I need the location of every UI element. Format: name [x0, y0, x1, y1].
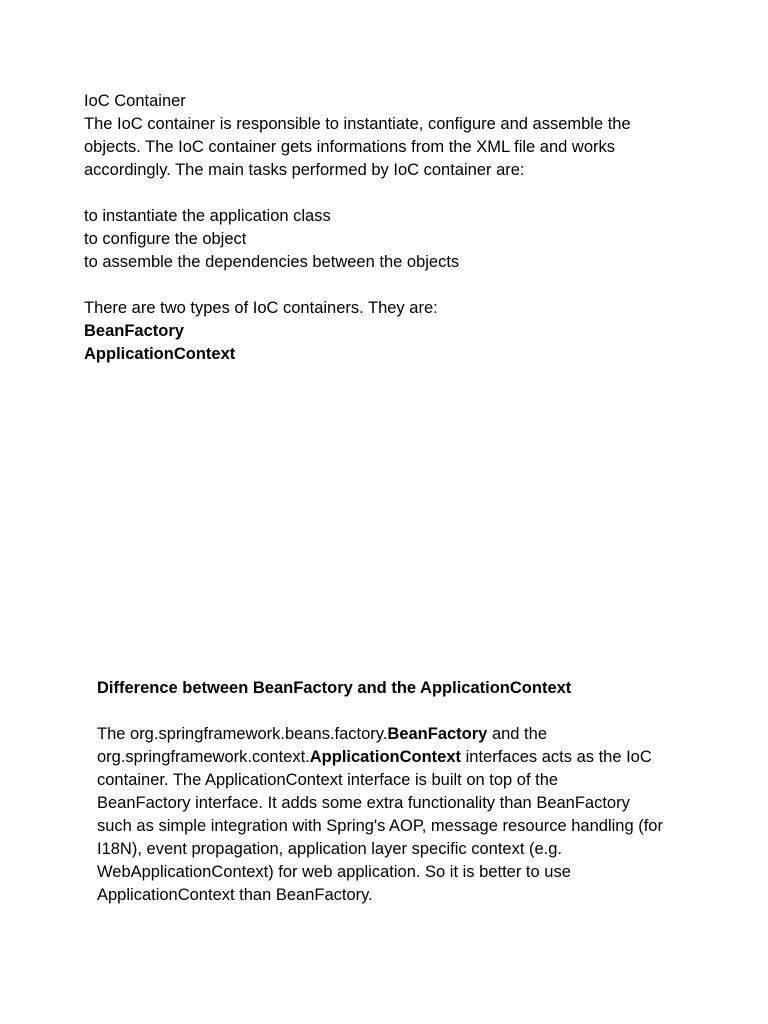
type-beanfactory: BeanFactory — [84, 322, 184, 340]
paragraph-line: BeanFactory interface. It adds some extra functionality than BeanFactory — [97, 794, 630, 812]
types-intro: There are two types of IoC containers. They are: — [84, 299, 438, 317]
bold-term: ApplicationContext — [309, 748, 462, 766]
intro-line: accordingly. The main tasks performed by IoC container are: — [84, 161, 525, 179]
text-fragment: interfaces acts as the IoC — [461, 748, 652, 766]
paragraph-line: such as simple integration with Spring's AOP, message resource handling (for — [97, 817, 663, 835]
paragraph-line — [97, 723, 707, 746]
intro-line: objects. The IoC container gets informations from the XML file and works — [84, 138, 615, 156]
ioc-container-section — [84, 90, 704, 366]
text-fragment: The org.springframework.beans.factory. — [97, 725, 388, 743]
type-applicationcontext: ApplicationContext — [84, 345, 236, 363]
paragraph-line: I18N), event propagation, application layer specific context (e.g. — [97, 840, 563, 858]
paragraph-line — [97, 746, 707, 769]
difference-section — [97, 677, 707, 907]
paragraph-line: ApplicationContext than BeanFactory. — [97, 886, 373, 904]
paragraph-line: WebApplicationContext) for web application. So it is better to use — [97, 863, 571, 881]
task-item: to assemble the dependencies between the objects — [84, 253, 460, 271]
spacer — [84, 182, 704, 205]
text-fragment: and the — [487, 725, 547, 743]
section-title: IoC Container — [84, 92, 186, 110]
spacer — [84, 274, 704, 297]
task-item: to instantiate the application class — [84, 207, 331, 225]
task-item: to configure the object — [84, 230, 247, 248]
bold-term: BeanFactory — [387, 725, 488, 743]
text-fragment: org.springframework.context. — [97, 748, 310, 766]
paragraph-line: container. The ApplicationContext interface is built on top of the — [97, 771, 559, 789]
spacer — [97, 700, 707, 723]
intro-line: The IoC container is responsible to instantiate, configure and assemble the — [84, 115, 631, 133]
section-heading: Difference between BeanFactory and the ApplicationContext — [97, 679, 572, 697]
